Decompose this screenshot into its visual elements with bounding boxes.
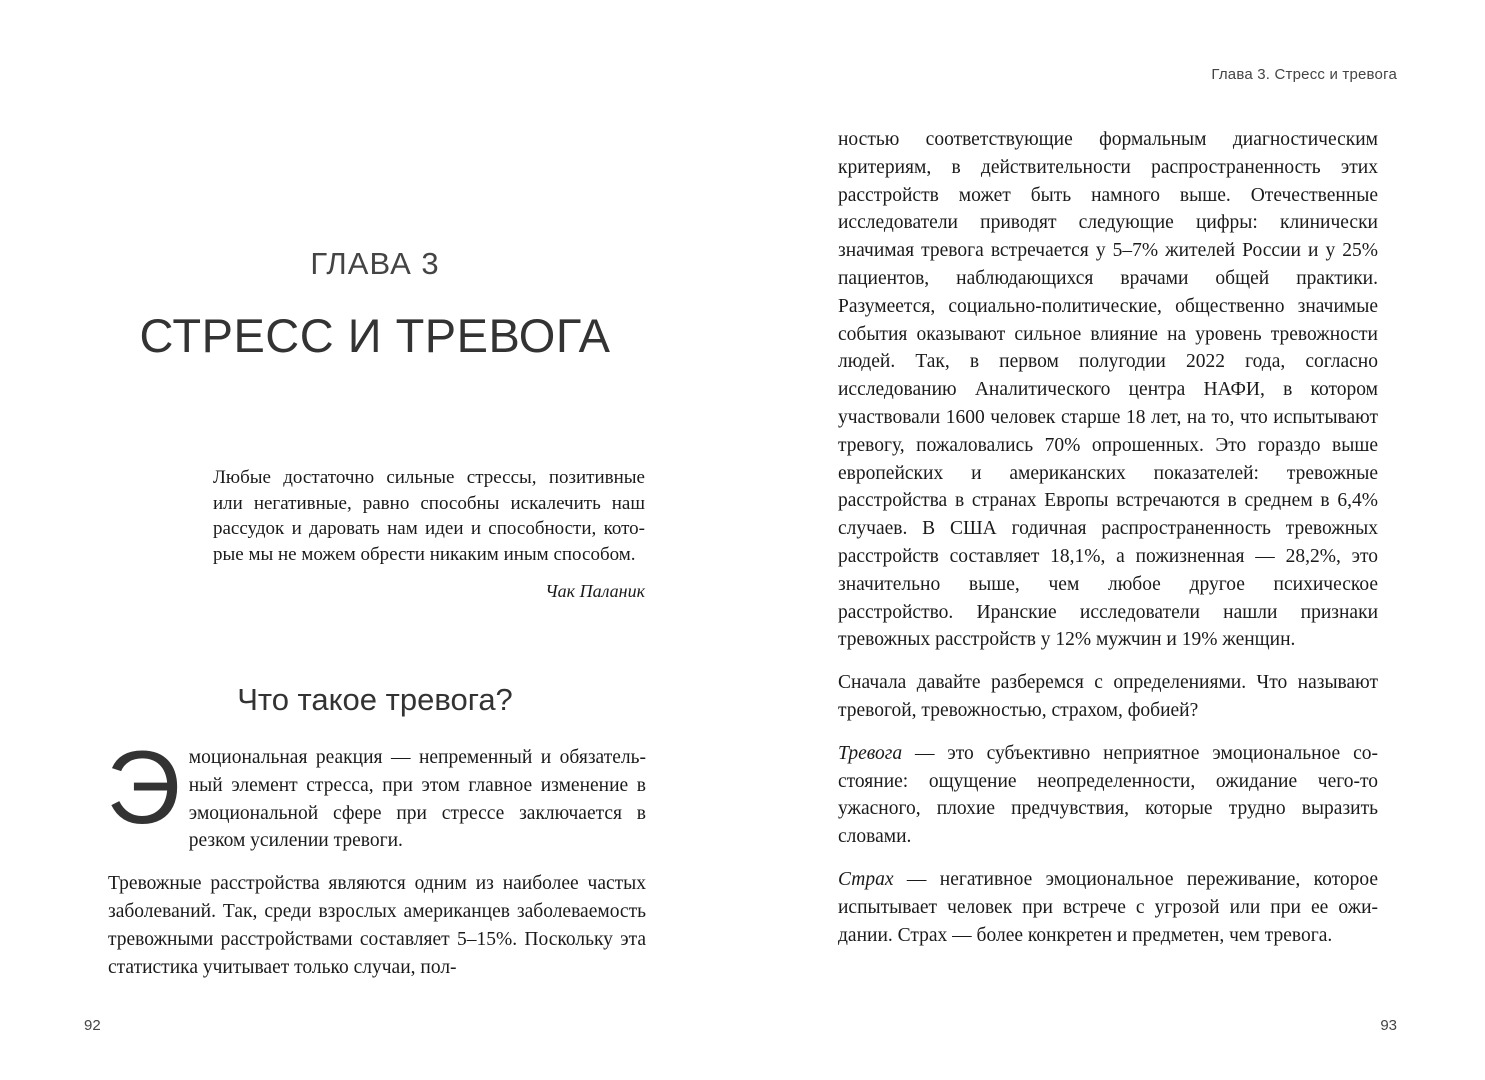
term-fear: Страх [838,868,894,890]
paragraph [838,740,1378,851]
paragraph: Сначала давайте разберемся с определениями. Что называют тревогой, тревожностью, страхом, фобией? [838,672,1378,721]
chapter-title: СТРЕСС И ТРЕВОГА [139,309,611,362]
right-body-text [838,126,1378,964]
section-title: Что такое тревога? [237,682,513,717]
left-body-text [106,730,646,996]
page-number-right: 93 [1380,1017,1397,1034]
paragraph-text: — это субъективно неприятное эмоциональное состояние: ощущение неопределенности, ожидание чего-то ужасного, плохие предчувствия, которые трудно выразить словами. [838,742,1378,848]
running-head: Глава 3. Стресс и тревога [1211,66,1397,83]
right-page [742,0,1485,1080]
paragraph-text: — негативное эмоциональное переживание, которое испытывает человек при встрече с угрозой или при ее ожидании. Страх — более конкретен и предметен, чем тревога. [838,868,1378,946]
paragraph [106,730,646,855]
epigraph-author: Чак Паланик [545,581,645,601]
drop-cap: Э [106,730,181,846]
paragraph [838,866,1378,949]
paragraph-text: моциональная реакция — непременный и обязательный элемент стресса, при этом главное изменение в эмоциональной сфере при стрессе заключается в резком усилении тревоги. [188,747,646,852]
epigraph-text: Любые достаточно сильные стрессы, позитивные или негативные, равно способны искалечить наш рассудок и даровать нам идеи и способности, которые мы не можем обрести никаким иным способом. [213,467,645,565]
page-number-left: 92 [84,1017,101,1034]
chapter-label: ГЛАВА 3 [310,246,440,281]
paragraph: Тревожные расстройства являются одним из наиболее частых заболеваний. Так, среди взрослых американцев заболеваемость тревожными расстройствами составляет 5–15%. Поскольку эта статистика учитывает только случаи, пол- [108,873,646,978]
paragraph: ностью соответствующие формальным диагностическим критериям, в действительности распространенность этих расстройств может быть намного выше. Отечественные исследователи приводят следующие цифры: клинически значимая тревога встречается у 5–7% жителей России и у 25% пациентов, наблюдающихся врачами общей практики. Разумеется, социально-политические, общественно значимые события оказывают сильное влияние на уровень тревожности людей. Так, в первом полугодии 2022 года, согласно исследованию Аналитического центра НАФИ, в котором участвовали 1600 человек старше 18 лет, на то, что испытывают тревогу, пожаловались 70% опрошенных. Это гораздо выше европейских и американских показателей: тревожные расстройства в странах Европы встречаются в среднем в 6,4% случаев. В США годичная распространенность тревожных расстройств составляет 18,1%, а пожизненная — 28,2%, это значительно выше, чем любое другое психическое расстройство. Иранские исследователи нашли признаки тревожных расстройств у 12% мужчин и 19% женщин. [838,129,1378,651]
left-page [0,0,742,1080]
term-anxiety: Тревога [838,742,903,764]
